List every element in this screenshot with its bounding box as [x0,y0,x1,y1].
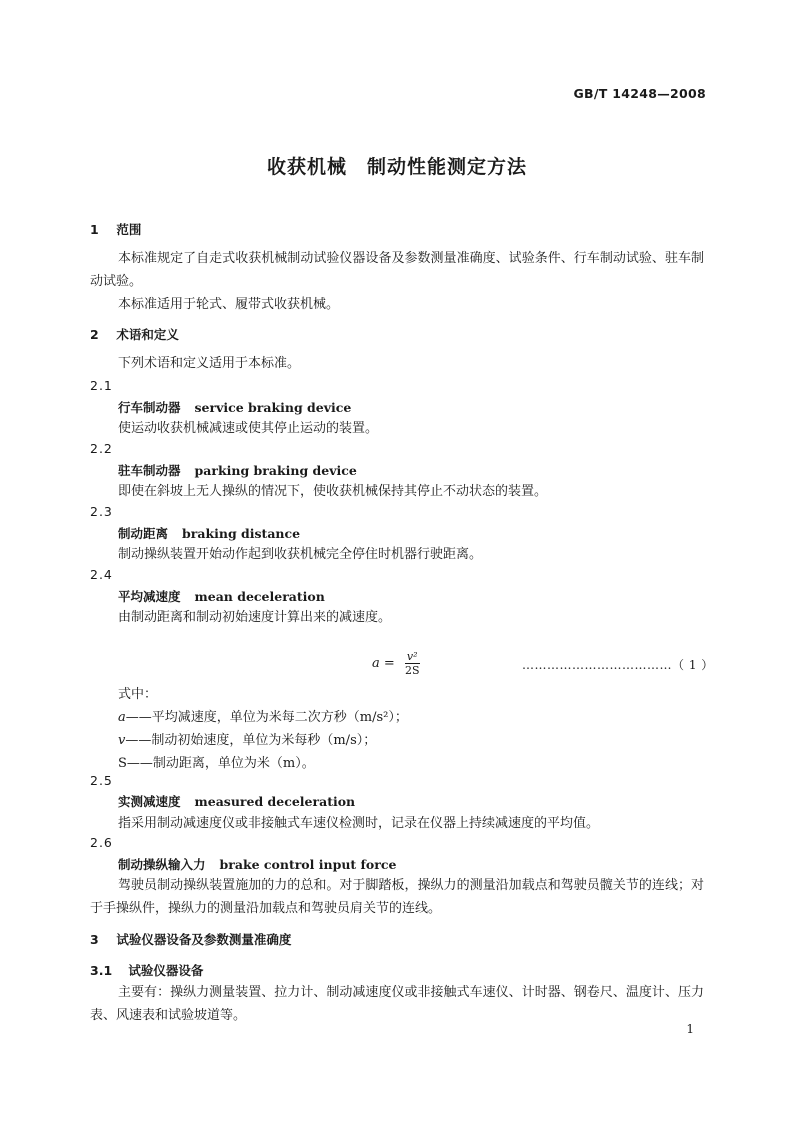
term-en: measured deceleration [194,794,356,809]
term-en: mean deceleration [194,589,325,604]
equation-number: ………………………………（ 1 ） [522,658,714,672]
variable-symbol: a [118,710,126,725]
section-number: 2 [90,327,99,342]
variable-symbol: v [118,733,126,748]
formula-1 [372,650,420,677]
variable-s [118,752,315,775]
section-1-heading [90,220,141,238]
term-zh: 行车制动器 [118,400,181,415]
term-zh: 制动距离 [118,526,169,541]
section-title: 术语和定义 [116,327,179,342]
variable-description: ——制动距离，单位为米（m）。 [126,756,315,771]
clause-2-2-term [118,461,357,479]
subsection-number: 3.1 [90,963,113,978]
term-en: parking braking device [194,463,357,478]
subsection-title: 试验仪器设备 [128,963,204,978]
clause-2-4-definition: 由制动距离和制动初始速度计算出来的减速度。 [118,610,392,625]
clause-2-2-number: 2.2 [90,441,113,456]
clause-2-1-definition: 使运动收获机械减速或使其停止运动的装置。 [118,421,379,436]
page-number: 1 [686,1022,694,1036]
section-title: 范围 [116,222,142,237]
clause-2-3-number: 2.3 [90,504,113,519]
clause-2-5-number: 2.5 [90,773,113,788]
clause-2-3-term [118,524,300,542]
term-zh: 制动操纵输入力 [118,857,206,872]
section-1-para-1: 本标准规定了自走式收获机械制动试验仪器设备及参数测量准确度、试验条件、行车制动试验、驻车制动试验。 [90,251,704,289]
section-3-heading [90,930,291,948]
section-2-intro: 下列术语和定义适用于本标准。 [118,356,301,371]
where-label: 式中： [118,687,158,702]
clause-2-6-definition: 驾驶员制动操纵装置施加的力的总和。对于脚踏板，操纵力的测量沿加载点和驾驶员髋关节的连线；对于手操纵件，操纵力的测量沿加载点和驾驶员肩关节的连线。 [90,878,704,916]
section-1-para-2: 本标准适用于轮式、履带式收获机械。 [118,297,340,312]
formula-denominator: 2S [404,664,420,677]
subsection-3-1-heading [90,961,203,979]
variable-symbol: S [118,756,127,771]
clause-2-4-term [118,587,325,605]
term-en: brake control input force [219,857,397,872]
formula-fraction [405,650,420,677]
clause-2-3-definition: 制动操纵装置开始动作起到收获机械完全停住时机器行驶距离。 [118,547,483,562]
document-title: 收获机械 制动性能测定方法 [266,156,527,178]
variable-description: ——平均减速度，单位为米每二次方秒（m/s²）； [125,710,408,725]
clause-2-2-definition: 即使在斜坡上无人操纵的情况下，使收获机械保持其停止不动状态的装置。 [118,484,548,499]
subsection-3-1-para: 主要有：操纵力测量装置、拉力计、制动减速度仪或非接触式车速仪、计时器、钢卷尺、温度计、压力表、风速表和试验坡道等。 [90,985,704,1023]
formula-lhs: a = [372,656,395,671]
term-zh: 实测减速度 [118,794,181,809]
variable-a [118,706,408,729]
section-2-heading [90,325,179,343]
variable-description: ——制动初始速度，单位为米每秒（m/s）； [125,733,377,748]
term-en: service braking device [194,400,352,415]
section-number: 1 [90,222,99,237]
term-zh: 平均减速度 [118,589,181,604]
section-title: 试验仪器设备及参数测量准确度 [116,932,292,947]
term-zh: 驻车制动器 [118,463,181,478]
variable-v [118,729,376,752]
formula-numerator: v² [406,650,418,663]
clause-2-6-term [118,855,396,873]
clause-2-6-number: 2.6 [90,835,113,850]
section-number: 3 [90,932,99,947]
clause-2-4-number: 2.4 [90,567,113,582]
clause-2-1-number: 2.1 [90,378,113,393]
clause-2-5-term [118,792,355,810]
term-en: braking distance [182,526,301,541]
clause-2-1-term [118,398,351,416]
clause-2-5-definition: 指采用制动减速度仪或非接触式车速仪检测时，记录在仪器上持续减速度的平均值。 [118,816,600,831]
standard-code: GB/T 14248—2008 [573,86,706,101]
